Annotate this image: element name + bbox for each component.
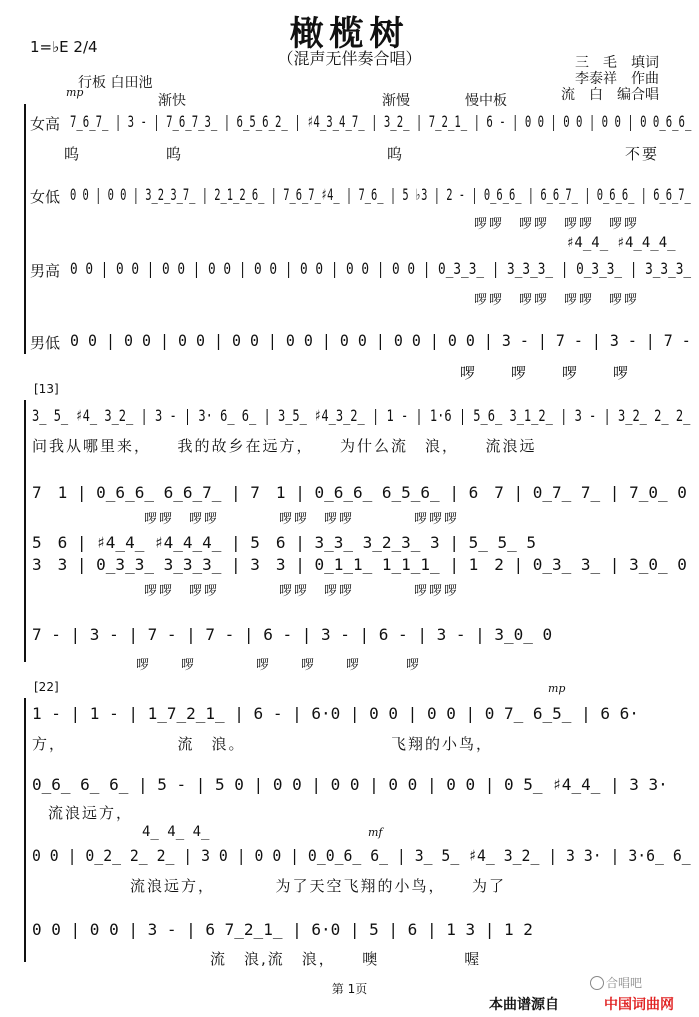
bass-notes: 0 0 | 0 0 | 0 0 | 0 0 | 0 0 | 0 0 | 0 0 | 0 0 | 3 - | 7 - | 3 - | 7 - <box>70 331 691 350</box>
key-signature: 1=♭E 2/4 <box>30 38 98 56</box>
score-title: 橄榄树 <box>289 14 410 54</box>
lyricist-credit: 三 毛 填词 <box>575 55 659 71</box>
s3-soprano-notes: 1 - | 1 - | 1̲7̲2̲1̲ | 6 - | 6·0 | 0 0 | 0 0 | 0 7̲ 6̲5̲ | 6 6· <box>32 704 639 723</box>
s3-tenor-notes: 0 0 | 0̲2̲ 2̲ 2̲ | 3 0 | 0 0 | 0̲0̲6̲ 6̲ | 3̲ 5̲ ♯4̲ 3̲2̲ | 3 3· | 3·6̲ 6̲ <box>32 846 691 865</box>
s3-alto-lyrics: 流浪远方， <box>48 804 134 822</box>
part-label-soprano: 女高 <box>30 115 61 133</box>
s2-soprano-notes: 3̲ 5̲ ♯4̲ 3̲2̲ | 3 - | 3· 6̲ 6̲ | 3̲5̲ ♯4̲3̲2̲ | 1 - | 1·6 | 5̲6̲ 3̲1̲2̲ | 3 - | 3̲2̲ 2̲ 2̲ <box>32 406 691 425</box>
tenor-lyrics: 啰啰 啰啰 啰啰 啰啰 <box>474 293 640 308</box>
system3-bracket <box>24 698 26 962</box>
s2-bass-notes: 7 - | 3 - | 7 - | 7 - | 6 - | 3 - | 6 - | 3 - | 3̲0̲ 0 <box>32 625 553 644</box>
dynamic-mp: mp <box>66 86 84 99</box>
s3-tenor-upper-notes: 4̲ 4̲ 4̲ <box>142 824 210 840</box>
ritardando-mark: 渐慢 <box>382 93 410 109</box>
tenor-upper-notes: ♯4̲4̲ ♯4̲4̲4̲ <box>566 235 676 251</box>
s2-soprano-lyrics: 问我从哪里来， 我的故乡在远方， 为什么流 浪， 流浪远 <box>32 437 537 455</box>
system1-bracket <box>24 104 26 354</box>
wechat-icon <box>590 976 604 990</box>
soprano-lyrics: 呜 呜 呜 不要 <box>64 145 660 163</box>
s3-bass-lyrics: 流 浪,流 浪， 噢 喔 <box>210 950 482 968</box>
s3-bass-notes: 0 0 | 0 0 | 3 - | 6 7̲2̲1̲ | 6·0 | 5 | 6 | 1 3 | 1 2 <box>32 920 533 939</box>
alto-notes: 0 0 | 0 0 | 3̲2̲3̲7̲ | 2̲1̲2̲6̲ | 7̲6̲7̲♯4̲ | 7̲6̲ | 5 ♭3 | 2 - | 0̲6̲6̲ | 6̲6̲7̲ | 0̲6̲6̲ | 6̲6̲7̲ <box>70 185 691 204</box>
source-site-link[interactable]: 中国词曲网 <box>604 997 674 1013</box>
tenor-notes: 0 0 | 0 0 | 0 0 | 0 0 | 0 0 | 0 0 | 0 0 | 0 0 | 0̲3̲3̲ | 3̲3̲3̲ | 0̲3̲3̲ | 3̲3̲3̲ <box>70 259 692 278</box>
part-label-tenor: 男高 <box>30 262 61 280</box>
system2-measure-number: [13] <box>34 382 59 396</box>
part-label-alto: 女低 <box>30 188 61 206</box>
s3-dynamic-mf: mf <box>368 826 383 839</box>
system2-bracket <box>24 400 26 662</box>
arranger-credit: 流 白 编合唱 <box>561 87 659 103</box>
alto-lyrics: 啰啰 啰啰 啰啰 啰啰 <box>474 217 640 232</box>
source-label: 本曲谱源自 <box>489 997 559 1013</box>
s3-dynamic-mp: mp <box>548 682 566 695</box>
accelerando-mark: 渐快 <box>158 93 186 109</box>
watermark: 合唱吧 <box>606 976 643 990</box>
tempo-marking: 行板 白田池 <box>78 75 153 91</box>
system3-measure-number: [22] <box>34 680 59 694</box>
composer-credit: 李泰祥 作曲 <box>575 71 659 87</box>
s3-soprano-lyrics: 方， 流 浪。 飞翔的小鸟， <box>32 735 494 753</box>
bass-lyrics: 啰 啰 啰 啰 <box>460 364 631 382</box>
soprano-notes: 7̲6̲7̲ | 3 - | 7̲6̲7̲3̲ | 6̲5̲6̲2̲ | ♯4̲3̲4̲7̲ | 3̲2̲ | 7̲2̲1̲ | 6 - | 0 0 | 0 0 | 0 0 | 0 0̲6̲6̲ <box>70 112 692 131</box>
s2-tenor-lyrics: 啰啰 啰啰 啰啰 啰啰 啰啰啰 <box>144 584 460 599</box>
s2-bass-lyrics: 啰 啰 啰 啰 啰 啰 <box>136 658 422 673</box>
s2-tenor-notes: 3 3 | 0̲3̲3̲ 3̲3̲3̲ | 3 3 | 0̲1̲1̲ 1̲1̲1̲ | 1 2 | 0̲3̲ 3̲ | 3̲0̲ 0 <box>32 555 687 574</box>
page-number: 第 1页 <box>331 982 368 996</box>
score-subtitle: （混声无伴奏合唱） <box>277 49 422 68</box>
s3-tenor-lyrics: 流浪远方， 为了天空飞翔的小鸟， 为了 <box>130 877 507 895</box>
tempo-change-mark: 慢中板 <box>465 93 507 109</box>
s2-alto-notes: 7 1 | 0̲6̲6̲ 6̲6̲7̲ | 7 1 | 0̲6̲6̲ 6̲5̲6̲ | 6 7 | 0̲7̲ 7̲ | 7̲0̲ 0 <box>32 483 687 502</box>
part-label-bass: 男低 <box>30 334 61 352</box>
s2-tenor-upper-notes: 5 6 | ♯4̲4̲ ♯4̲4̲4̲ | 5 6 | 3̲3̲ 3̲2̲3̲ 3 | 5̲ 5̲ 5 <box>32 533 537 552</box>
s3-alto-notes: 0̲6̲ 6̲ 6̲ | 5 - | 5 0 | 0 0 | 0 0 | 0 0 | 0 0 | 0 5̲ ♯4̲4̲ | 3 3· <box>32 775 668 794</box>
s2-alto-lyrics: 啰啰 啰啰 啰啰 啰啰 啰啰啰 <box>144 512 460 527</box>
